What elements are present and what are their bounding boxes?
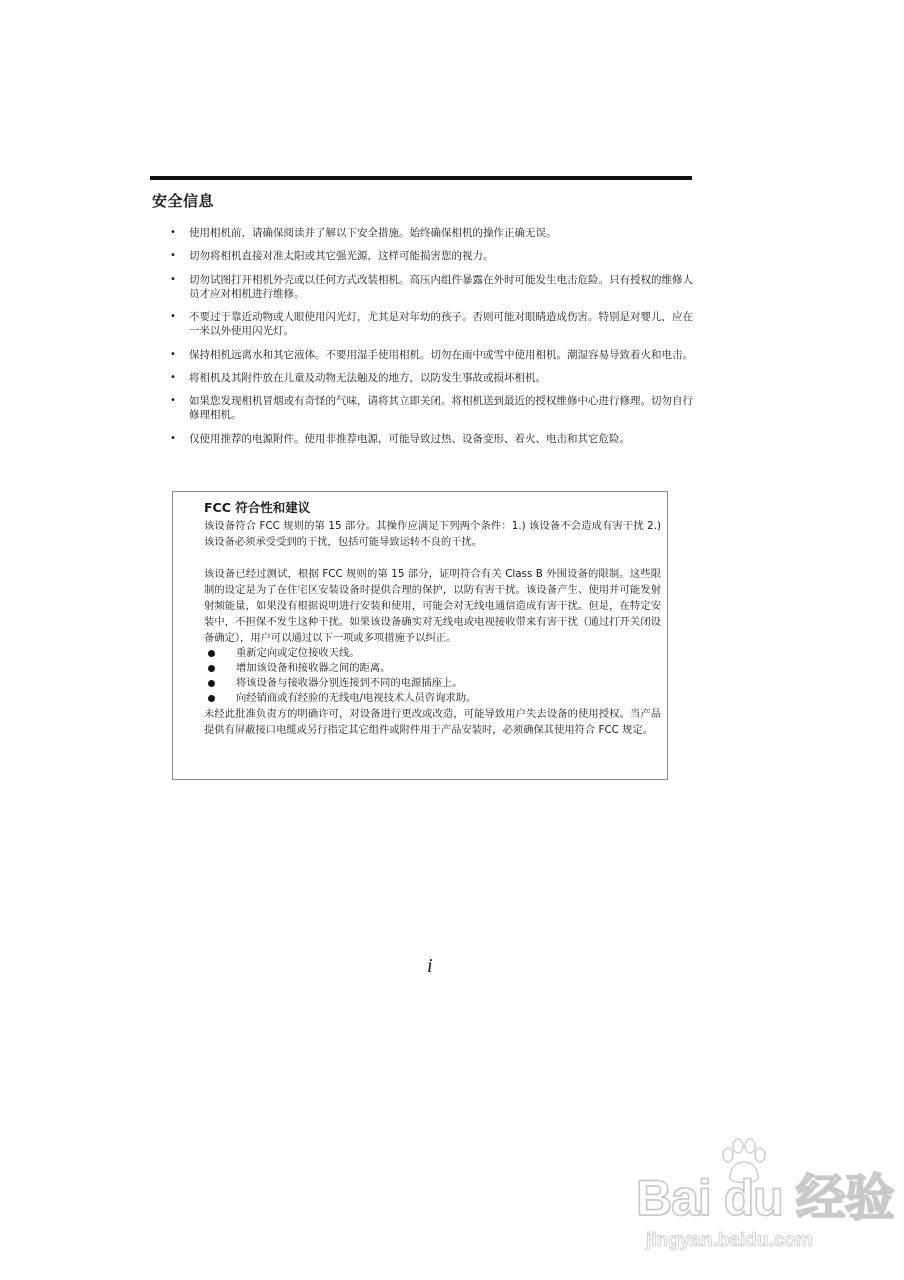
fcc-measure-item [204,646,661,661]
bullet-dot-icon [208,680,215,687]
fcc-measure-text: 将该设备与接收器分别连接到不同的电源插座上。 [236,677,463,689]
safety-item [170,371,700,385]
safety-item-text: 将相机及其附件放在儿童及动物无法触及的地方，以防发生事故或损坏相机。 [189,371,546,384]
watermark-url-text: jingyan.baidu.com [646,1230,813,1251]
fcc-measure-item [204,661,661,676]
safety-item-text: 切勿将相机直接对准太阳或其它强光源，这样可能损害您的视力。 [189,250,494,263]
baidu-jingyan-watermark [636,1138,894,1268]
bullet-dot-icon [208,650,215,657]
safety-item-text: 不要过于靠近动物或人眼使用闪光灯，尤其是对年幼的孩子。否则可能对眼睛造成伤害。特别是对婴儿，应在一米以外使用闪光灯。 [189,311,693,338]
safety-item [170,394,700,422]
bullet-icon: • [170,371,176,383]
bullet-icon: • [170,395,176,407]
fcc-measure-text: 向经销商或有经验的无线电/电视技术人员咨询求助。 [236,692,477,704]
bullet-icon: • [170,432,176,444]
fcc-paragraph-class-b: 该设备已经过测试，根据 FCC 规则的第 15 部分，证明符合有关 Class B 外围设备的限制。这些限制的设定是为了在住宅区安装设备时提供合理的保护，以防有害干扰。该设备产生、使用并可能发射射频能量，如果没有根据说明进行安装和使用，可能会对无线电通信造成有害干扰。但是，在特定安装中，不担保不发生这种干扰。如果该设备确实对无线电或电视接收带来有害干扰（通过打开关闭设备确定），用户可以通过以下一项或多项措施予以纠正。 [204,568,661,644]
safety-item [170,348,700,362]
bullet-dot-icon [208,665,215,672]
safety-item [170,432,700,446]
safety-item [170,249,700,263]
fcc-measure-item [204,691,661,706]
watermark-brand-text: Bai du 经验 [636,1170,894,1226]
safety-item-text: 切勿试图打开相机外壳或以任何方式改装相机。高压内组件暴露在外时可能发生电击危险。只有授权的维修人员才应对相机进行维修。 [189,273,693,300]
fcc-paragraph-conditions: 该设备符合 FCC 规则的第 15 部分。其操作应满足下列两个条件：1.) 该设备不会造成有害干扰 2.) 该设备必须承受受到的干扰，包括可能导致运转不良的干扰。 [204,520,661,548]
bullet-icon: • [170,227,176,238]
bullet-icon: • [170,311,176,323]
fcc-measure-item [204,676,661,691]
fcc-measure-text: 增加该设备和接收器之间的距离。 [236,662,391,674]
page-number: i [427,955,433,977]
bullet-icon: • [170,250,176,262]
bullet-icon: • [170,273,176,285]
safety-list [170,226,700,455]
safety-item-text: 使用相机前，请确保阅读并了解以下安全措施。始终确保相机的操作正确无误。 [189,227,557,239]
safety-section-title: 安全信息 [152,192,215,210]
safety-item-text: 仅使用推荐的电源附件。使用非推荐电源，可能导致过热、设备变形、着火、电击和其它危险。 [189,432,630,445]
top-rule-divider [150,176,692,180]
bullet-icon: • [170,348,176,360]
fcc-title: FCC 符合性和建议 [204,500,311,515]
fcc-measure-text: 重新定向或定位接收天线。 [236,647,360,659]
safety-item-text: 如果您发现相机冒烟或有奇怪的气味，请将其立即关闭。将相机送到最近的授权维修中心进行修理。切勿自行修理相机。 [189,395,693,422]
bullet-dot-icon [208,695,215,702]
paragraph-spacer [204,550,661,566]
fcc-paragraph-authorization: 未经此批准负责方的明确许可，对设备进行更改或改造，可能导致用户失去设备的使用授权。当产品提供有屏蔽接口电缆或另行指定其它组件或附件用于产品安装时，必须确保其使用符合 FCC 规定。 [204,708,661,736]
safety-item [170,226,700,240]
fcc-measures-list [204,646,661,706]
fcc-compliance-box [172,491,668,780]
safety-item-text: 保持相机远离水和其它液体。不要用湿手使用相机。切勿在雨中或雪中使用相机。潮湿容易导致着火和电击。 [189,348,693,361]
safety-item [170,273,700,301]
safety-item [170,310,700,338]
